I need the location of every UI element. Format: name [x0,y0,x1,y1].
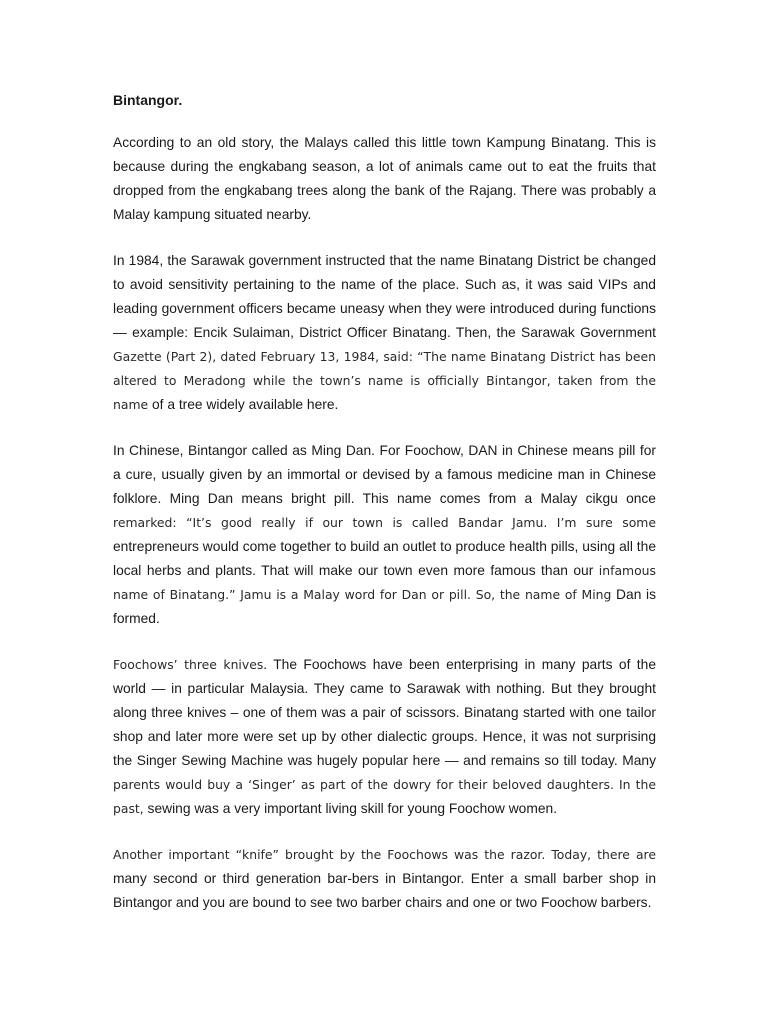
document-title: Bintangor. [113,92,183,108]
paragraph-name-change [113,249,656,417]
paragraph-ming-dan [113,439,656,631]
paragraph-text: sewing was a very important living skill for young Foochow women. [143,801,558,816]
paragraph-three-knives [113,653,656,821]
paragraph-text-remark: remarked: “It’s good really if our town is called Bandar Jamu. I’m sure some [113,515,656,530]
paragraph-text: According to an old story, the Malays called this little town Kampung Binatang. This is because during the engkabang season, a lot of animals came out to eat the fruits that dropped from the engkabang trees along the bank of the Rajang. There was probably a Malay kampung situated nearby. [113,135,656,222]
paragraph-text: In Chinese, Bintangor called as Ming Dan. For Foochow, DAN in Chinese means pill for a cure, usually given by an immortal or devised by a famous medicine man in Chinese folklore. Ming Dan means bright pill. This name comes from a Malay cikgu once [113,443,656,506]
paragraph-text: In 1984, the Sarawak government instructed that the name Binatang District be changed to avoid sensitivity pertaining to the name of the place. Such as, it was said VIPs and leading government officers became uneasy when they were introduced during functions — example: Encik Sulaiman, District Officer Binatang. Then, the Sarawak Government [113,253,656,340]
paragraph-text-jamu: infamous name of Binatang.” Jamu is a Malay word for Dan or pill. So, the name of Ming [113,563,656,602]
paragraph-kampung-binatang [113,131,656,227]
paragraph-text-gazette-quote: Gazette (Part 2), dated February 13, 1984, said: “The name Binatang District has been altered to Meradong while the town’s name is officially Bintangor, taken from the name [113,349,656,412]
paragraph-text: Dan is formed. [113,587,656,626]
paragraph-lead-phrase: Foochows’ three knives [113,657,264,672]
paragraph-text: . The Foochows have been enterprising in many parts of the world — in particular Malaysia. They came to Sarawak with nothing. But they brought along three knives – one of them was a pair of scissors. Binatang started with one tailor shop and later more were set up by other dialectic groups. Hence, it was not surprising the Singer Sewing Machine was hugely popular here — and remains so till today. Many [113,657,656,768]
paragraph-text: many second or third generation bar-bers in Bintangor. Enter a small barber shop in Bintangor and you are bound to see two barber chairs and one or two Foochow barbers. [113,871,656,910]
paragraph-razor [113,843,656,915]
document-body [113,90,656,915]
paragraph-text-dowry: parents would buy a ‘Singer’ as part of the dowry for their beloved daughters. In the past, [113,777,656,816]
paragraph-text-razor: Another important “knife” brought by the Foochows was the razor. Today, there are [113,847,656,862]
paragraph-text: of a tree widely available here. [148,397,339,412]
paragraph-text: entrepreneurs would come together to build an outlet to produce health pills, using all the local herbs and plants. That will make our town even more famous than our [113,539,656,578]
